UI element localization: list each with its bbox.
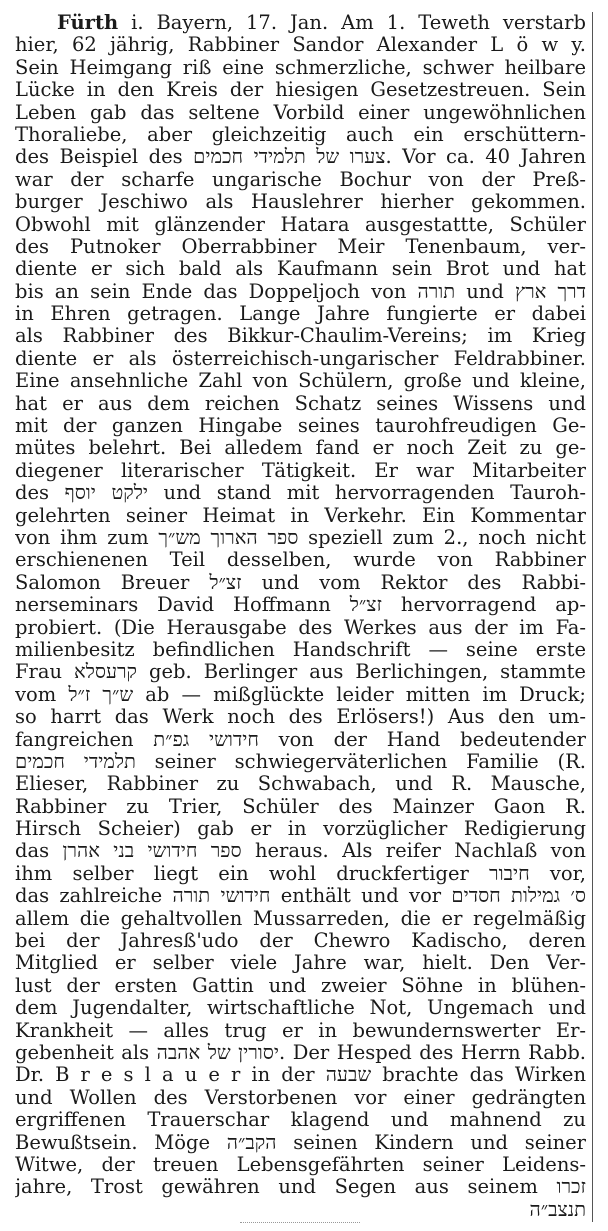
article-line-39: ihm selber liegt ein wohl druckfertiger חיבור vor, — [15, 862, 586, 885]
article-line-38: das ספר חידושי בני אהרן heraus. Als reifer Nachlaß von — [15, 840, 586, 863]
article-line-48: Dr. B r e s l a u e r in der שבעה brachte das Wirken — [15, 1064, 586, 1087]
article-line-11: des Putnoker Oberrabbiner Meir Tenenbaum, ver- — [15, 235, 586, 258]
article-line-15: als Rabbiner des Bikkur-Chaulim-Vereins; im Krieg — [15, 325, 586, 348]
article-line-8: war der scharfe ungarische Bochur von der Preß- — [15, 168, 586, 191]
article-line-49: und Wollen des Verstorbenen vor einer gedrängten — [15, 1086, 586, 1109]
article-line-40: das zahlreiche חידושי תורה enthält und vor ס׳ גמילות חסדים — [15, 885, 586, 908]
article-line-7: des Beispiel des צערו של תלמידי חכמים. Vor ca. 40 Jahren — [15, 146, 586, 169]
article-line-46: Krankheit — alles trug er in bewundernswerter Er- — [15, 1019, 586, 1042]
article-column — [15, 12, 593, 1222]
article-line-17: Eine ansehnliche Zahl von Schülern, große und kleine, — [15, 370, 586, 393]
article-line-27: nerseminars David Hoffmann זצ״ל hervorragend ap- — [15, 594, 586, 617]
article-line-36: Rabbiner zu Trier, Schüler des Mainzer Gaon R. — [15, 795, 586, 818]
article-line-44: lust der ersten Gattin und zweier Söhne in blühen- — [15, 974, 586, 997]
article-line-1-text: i. Bayern, 17. Jan. Am 1. Teweth verstarb — [118, 12, 586, 34]
article-line-4: Lücke in den Kreis der hiesigen Gesetzestreuen. Sein — [15, 79, 586, 102]
article-line-20: mütes belehrt. Bei alledem fand er noch Zeit zu ge- — [15, 437, 586, 460]
article-line-31: vom ש״ך ז״ל ab — mißglückte leider mitten im Druck; — [15, 683, 586, 706]
article-line-33: fangreichen חידושי גפ״ת von der Hand bedeutender — [15, 728, 586, 751]
article-line-37: Hirsch Scheier) gab er in vorzüglicher Redigierung — [15, 818, 586, 841]
article-line-28: probiert. (Die Herausgabe des Werkes aus der im Fa- — [15, 616, 586, 639]
article-line-51: Bewußtsein. Möge הקב״ה seinen Kindern und seiner — [15, 1131, 586, 1154]
place-name: Fürth — [57, 12, 119, 34]
article-line-50: ergriffenen Trauerschar klagend und mahnend zu — [15, 1109, 586, 1132]
article-line-35: Elieser, Rabbiner zu Schwabach, und R. Mausche, — [15, 773, 586, 796]
article-line-1 — [15, 12, 586, 34]
article-line-12: diente er sich bald als Kaufmann sein Brot und hat — [15, 258, 586, 281]
article-line-22: des ילקט יוסף und stand mit hervorragenden Tauroh- — [15, 482, 586, 505]
article-line-16: diente er als österreichisch-ungarischer Feldrabbiner. — [15, 347, 586, 370]
article-line-25: erschienenen Teil desselben, wurde von Rabbiner — [15, 549, 586, 572]
article-line-19: mit der ganzen Hingabe seines taurohfreudigen Ge- — [15, 415, 586, 438]
article-line-21: diegener literarischer Tätigkeit. Er war Mitarbeiter — [15, 459, 586, 482]
article-line-53: jahre, Trost gewähren und Segen aus seinem זכרו — [15, 1176, 586, 1199]
article-line-52: Witwe, der treuen Lebensgefährten seiner Leidens- — [15, 1153, 586, 1176]
article-line-24: von ihm zum ספר הארוך מש״ך speziell zum 2., noch nicht — [15, 526, 586, 549]
article-line-5: Leben gab das seltene Vorbild einer ungewöhnlichen — [15, 101, 586, 124]
article-line-32: so harrt das Werk noch des Erlösers!) Aus den um- — [15, 706, 586, 729]
article-line-23: gelehrten seiner Heimat in Verkehr. Ein Kommentar — [15, 504, 586, 527]
article-line-54: תנצב״ה — [529, 1198, 586, 1221]
article-line-18: hat er aus dem reichen Schatz seines Wissens und — [15, 392, 586, 415]
article-line-34: תלמידי חכמים seiner schwiegerväterlichen Familie (R. — [15, 750, 586, 773]
article-line-47: gebenheit als יסורין של אהבה. Der Hesped des Herrn Rabb. — [15, 1041, 586, 1064]
article-line-3: Sein Heimgang riß eine schmerzliche, schwer heilbare — [15, 56, 586, 79]
article-line-13: bis an sein Ende das Doppeljoch von תורה und דרך ארץ — [15, 280, 586, 303]
article-line-29: milienbesitz befindlichen Handschrift — seine erste — [15, 638, 586, 661]
article-line-14: in Ehren getragen. Lange Jahre fungierte er dabei — [15, 303, 586, 326]
article-line-2: hier, 62 jährig, Rabbiner Sandor Alexander L ö w y. — [15, 34, 586, 57]
article-line-26: Salomon Breuer זצ״ל und vom Rektor des Rabbi- — [15, 571, 586, 594]
article-line-45: dem Jugendalter, wirtschaftliche Not, Ungemach und — [15, 997, 586, 1020]
article-line-6: Thoraliebe, aber gleichzeitig auch ein erschüttern- — [15, 123, 586, 146]
article-line-41: allem die gehaltvollen Mussarreden, die er regelmäßig — [15, 907, 586, 930]
article-line-9: burger Jeschiwo als Hauslehrer hierher gekommen. — [15, 191, 586, 214]
article-line-42: bei der Jahresß'udo der Chewro Kadischo, deren — [15, 930, 586, 953]
article-line-43: Mitglied er selber viele Jahre war, hielt. Den Ver- — [15, 952, 586, 975]
article-line-10: Obwohl mit glänzender Hatara ausgestattte, Schüler — [15, 213, 586, 236]
article-line-30: Frau קרעסלא geb. Berlinger aus Berlichingen, stammte — [15, 661, 586, 684]
